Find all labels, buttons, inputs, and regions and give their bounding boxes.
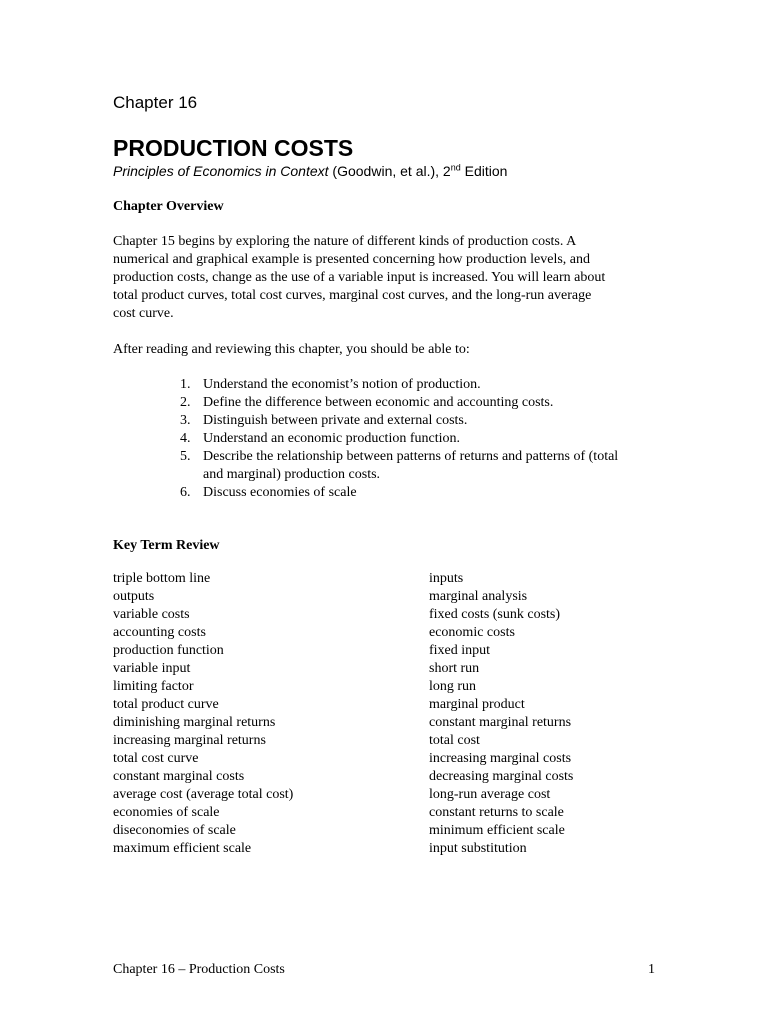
chapter-overview-paragraph <box>113 233 633 323</box>
key-term-review-heading: Key Term Review <box>113 538 220 553</box>
objective-line: Understand an economic production function. <box>203 431 460 446</box>
footer-page-number: 1 <box>648 962 655 977</box>
key-term: maximum efficient scale <box>113 841 252 856</box>
objective-line: Understand the economist’s notion of production. <box>203 377 481 392</box>
paragraph-line: production costs, change as the use of a variable input is increased. You will learn about <box>113 270 606 285</box>
key-term: increasing marginal returns <box>113 733 266 748</box>
key-term: marginal analysis <box>429 589 528 604</box>
objective-text <box>203 412 658 430</box>
page-title: PRODUCTION COSTS <box>113 135 354 161</box>
objective-line: Describe the relationship between patterns of returns and patterns of (total <box>203 449 619 464</box>
key-term: variable costs <box>113 607 190 622</box>
key-term: average cost (average total cost) <box>113 787 294 802</box>
key-term: total cost <box>429 733 480 748</box>
key-term: constant marginal returns <box>429 715 572 730</box>
objective-line: Distinguish between private and external costs. <box>203 413 468 428</box>
objective-text <box>203 376 658 394</box>
key-terms-left-column <box>113 570 293 858</box>
objective-text <box>203 448 658 484</box>
paragraph-line: numerical and graphical example is presented concerning how production levels, and <box>113 252 590 267</box>
key-term: diminishing marginal returns <box>113 715 276 730</box>
key-term: total cost curve <box>113 751 199 766</box>
key-term: short run <box>429 661 480 676</box>
paragraph-line: Chapter 15 begins by exploring the nature of different kinds of production costs. A <box>113 234 577 249</box>
key-term: increasing marginal costs <box>429 751 572 766</box>
key-term: minimum efficient scale <box>429 823 565 838</box>
objective-text <box>203 484 658 502</box>
objective-number: 5. <box>180 449 191 464</box>
objective-item <box>178 430 658 448</box>
key-term: marginal product <box>429 697 525 712</box>
objective-item <box>178 376 658 394</box>
footer-chapter-title: Chapter 16 – Production Costs <box>113 962 285 977</box>
objective-text <box>203 430 658 448</box>
key-term: input substitution <box>429 841 527 856</box>
key-term: economic costs <box>429 625 515 640</box>
key-term: accounting costs <box>113 625 206 640</box>
objective-number: 4. <box>180 431 191 446</box>
key-term: long-run average cost <box>429 787 551 802</box>
objective-item <box>178 484 658 502</box>
objective-item <box>178 394 658 412</box>
objective-line: Define the difference between economic and accounting costs. <box>203 395 554 410</box>
book-subtitle <box>113 161 507 181</box>
objective-number: 6. <box>180 485 191 500</box>
learning-objectives-list <box>178 376 658 502</box>
objective-text <box>203 394 658 412</box>
book-title: Principles of Economics in Context <box>113 163 329 179</box>
chapter-overview-heading: Chapter Overview <box>113 199 224 214</box>
key-term: total product curve <box>113 697 219 712</box>
key-term: fixed costs (sunk costs) <box>429 607 561 622</box>
paragraph-line: total product curves, total cost curves, marginal cost curves, and the long-run average <box>113 288 592 303</box>
edition-suffix: Edition <box>460 163 508 179</box>
paragraph-line: cost curve. <box>113 306 174 321</box>
key-term: production function <box>113 643 224 658</box>
objective-number: 1. <box>180 377 191 392</box>
key-term: fixed input <box>429 643 491 658</box>
key-term: variable input <box>113 661 191 676</box>
objectives-intro: After reading and reviewing this chapter, you should be able to: <box>113 342 470 357</box>
objective-line: and marginal) production costs. <box>203 467 381 482</box>
key-term: inputs <box>429 571 464 586</box>
objective-item <box>178 412 658 430</box>
key-term: triple bottom line <box>113 571 211 586</box>
objective-line: Discuss economies of scale <box>203 485 357 500</box>
key-term: limiting factor <box>113 679 194 694</box>
key-term: decreasing marginal costs <box>429 769 574 784</box>
key-term: diseconomies of scale <box>113 823 236 838</box>
key-term: constant marginal costs <box>113 769 245 784</box>
key-terms-right-column <box>429 570 573 858</box>
objective-number: 2. <box>180 395 191 410</box>
authors-edition: (Goodwin, et al.), 2 <box>328 163 451 179</box>
key-term: long run <box>429 679 477 694</box>
objective-item <box>178 448 658 484</box>
chapter-label: Chapter 16 <box>113 93 198 112</box>
key-term: constant returns to scale <box>429 805 564 820</box>
objective-number: 3. <box>180 413 191 428</box>
key-term: outputs <box>113 589 155 604</box>
edition-ordinal: nd <box>450 162 461 173</box>
key-term: economies of scale <box>113 805 220 820</box>
